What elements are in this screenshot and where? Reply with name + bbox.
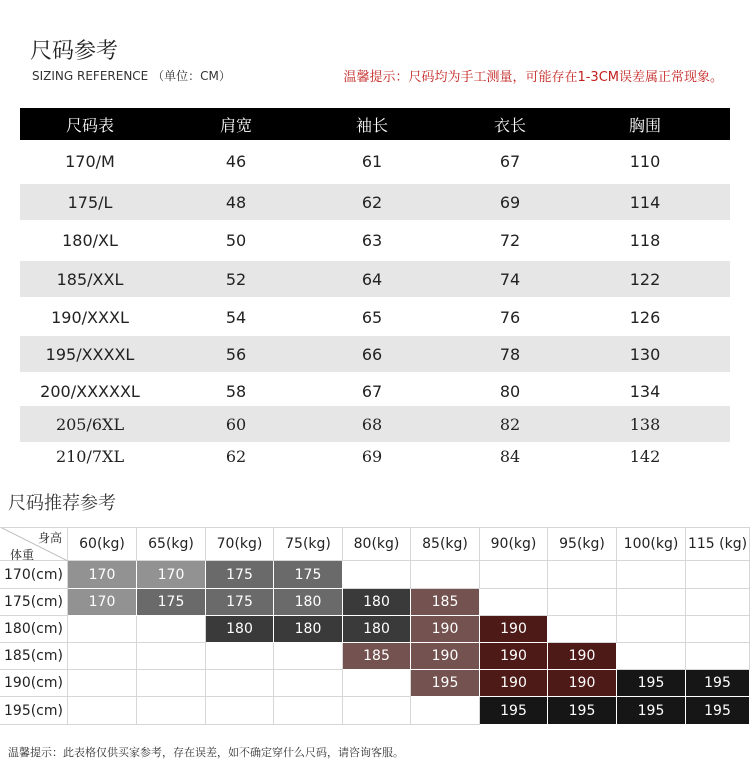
recommended-size-cell: 180 xyxy=(274,589,343,616)
weight-header: 115 (kg) xyxy=(686,527,750,561)
size-label: 185/XXL xyxy=(56,269,124,289)
measurement-value: 69 xyxy=(361,446,383,466)
recommended-size-cell: 175 xyxy=(137,589,206,616)
recommended-size-cell: 195 xyxy=(617,697,686,725)
recommended-size-cell: 170 xyxy=(68,589,137,616)
empty-cell xyxy=(548,589,617,616)
empty-cell xyxy=(343,697,411,725)
measurement-value: 61 xyxy=(361,151,383,171)
height-header: 195(cm) xyxy=(0,697,68,725)
recommended-size-cell: 175 xyxy=(274,561,343,589)
footnote: 温馨提示：此表格仅供买家参考，存在误差，如不确定穿什么尺码，请咨询客服。 xyxy=(8,746,404,759)
size-label: 170/M xyxy=(65,151,115,171)
empty-cell xyxy=(206,697,274,725)
recommended-size-cell: 180 xyxy=(274,616,343,643)
measurement-value: 60 xyxy=(225,414,247,434)
size-table-row xyxy=(20,438,730,474)
measurement-warning: 温馨提示：尺码均为手工测量，可能存在1-3CM误差属正常现象。 xyxy=(343,70,723,85)
weight-header: 75(kg) xyxy=(274,527,343,561)
column-header: 肩宽 xyxy=(219,115,252,135)
size-table-row xyxy=(20,184,730,220)
size-label: 180/XL xyxy=(62,230,118,250)
recommended-size-cell: 190 xyxy=(480,643,548,670)
empty-cell xyxy=(206,670,274,697)
measurement-value: 54 xyxy=(225,307,247,327)
weight-header: 80(kg) xyxy=(343,527,411,561)
measurement-value: 46 xyxy=(225,151,247,171)
recommended-size-cell: 170 xyxy=(68,561,137,589)
height-header: 175(cm) xyxy=(0,589,68,616)
empty-cell xyxy=(343,561,411,589)
empty-cell xyxy=(617,643,686,670)
measurement-value: 84 xyxy=(499,446,521,466)
column-header: 胸围 xyxy=(628,115,661,135)
recommended-size-cell: 190 xyxy=(548,670,617,697)
weight-header: 95(kg) xyxy=(548,527,617,561)
recommended-size-cell: 175 xyxy=(206,589,274,616)
recommended-size-cell: 180 xyxy=(206,616,274,643)
measurement-value: 67 xyxy=(361,381,383,401)
empty-cell xyxy=(617,561,686,589)
height-header: 185(cm) xyxy=(0,643,68,670)
recommended-size-cell: 195 xyxy=(480,697,548,725)
recommended-size-cell: 175 xyxy=(206,561,274,589)
size-table-row xyxy=(20,299,730,335)
empty-cell xyxy=(548,616,617,643)
size-table-row xyxy=(20,373,730,409)
recommended-size-cell: 185 xyxy=(343,643,411,670)
measurement-value: 67 xyxy=(499,151,521,171)
empty-cell xyxy=(411,697,480,725)
measurement-value: 66 xyxy=(361,344,383,364)
measurement-value: 58 xyxy=(225,381,247,401)
measurement-value: 56 xyxy=(225,344,247,364)
empty-cell xyxy=(68,616,137,643)
measurement-value: 62 xyxy=(225,446,247,466)
measurement-value: 50 xyxy=(225,230,247,250)
weight-header: 60(kg) xyxy=(68,527,137,561)
size-label: 200/XXXXXL xyxy=(40,381,140,401)
empty-cell xyxy=(617,616,686,643)
size-label: 210/7XL xyxy=(55,446,125,466)
measurement-value: 82 xyxy=(499,414,521,434)
measurement-value: 80 xyxy=(499,381,521,401)
weight-header: 65(kg) xyxy=(137,527,206,561)
weight-header: 85(kg) xyxy=(411,527,480,561)
weight-axis-label: 体重 xyxy=(10,548,35,562)
measurement-value: 65 xyxy=(361,307,383,327)
size-table-header xyxy=(20,108,730,140)
recommended-size-cell: 185 xyxy=(411,589,480,616)
measurement-value: 126 xyxy=(629,307,661,327)
measurement-value: 72 xyxy=(499,230,521,250)
recommended-size-cell: 195 xyxy=(411,670,480,697)
measurement-value: 142 xyxy=(629,446,661,466)
empty-cell xyxy=(686,561,750,589)
size-label: 190/XXXL xyxy=(51,307,129,327)
height-header: 190(cm) xyxy=(0,670,68,697)
size-label: 175/L xyxy=(67,192,113,212)
empty-cell xyxy=(686,616,750,643)
measurement-value: 62 xyxy=(361,192,383,212)
column-header: 尺码表 xyxy=(65,115,114,135)
measurement-value: 122 xyxy=(629,269,661,289)
empty-cell xyxy=(68,697,137,725)
size-table-row xyxy=(20,336,730,372)
height-header: 170(cm) xyxy=(0,561,68,589)
size-label: 205/6XL xyxy=(55,414,125,434)
measurement-value: 68 xyxy=(361,414,383,434)
recommended-size-cell: 195 xyxy=(617,670,686,697)
measurement-value: 63 xyxy=(361,230,383,250)
recommended-size-cell: 190 xyxy=(480,616,548,643)
measurement-value: 78 xyxy=(499,344,521,364)
size-recommendation-grid xyxy=(0,527,750,727)
empty-cell xyxy=(686,643,750,670)
measurement-value: 52 xyxy=(225,269,247,289)
empty-cell xyxy=(137,643,206,670)
empty-cell xyxy=(480,589,548,616)
empty-cell xyxy=(548,561,617,589)
empty-cell xyxy=(68,670,137,697)
recommended-size-cell: 180 xyxy=(343,616,411,643)
recommended-size-cell: 190 xyxy=(480,670,548,697)
empty-cell xyxy=(274,697,343,725)
height-header: 180(cm) xyxy=(0,616,68,643)
recommendation-title: 尺码推荐参考 xyxy=(8,493,116,514)
empty-cell xyxy=(480,561,548,589)
weight-header: 90(kg) xyxy=(480,527,548,561)
size-table-row xyxy=(20,222,730,258)
measurement-value: 48 xyxy=(225,192,247,212)
measurement-value: 74 xyxy=(499,269,521,289)
weight-header: 100(kg) xyxy=(617,527,686,561)
empty-cell xyxy=(274,643,343,670)
page-title: 尺码参考 xyxy=(30,39,119,64)
weight-header: 70(kg) xyxy=(206,527,274,561)
recommended-size-cell: 195 xyxy=(548,697,617,725)
measurement-value: 69 xyxy=(499,192,521,212)
recommended-size-cell: 170 xyxy=(137,561,206,589)
size-table xyxy=(20,108,730,478)
recommended-size-cell: 195 xyxy=(686,697,750,725)
measurement-value: 138 xyxy=(629,414,661,434)
empty-cell xyxy=(686,589,750,616)
recommended-size-cell: 190 xyxy=(411,643,480,670)
column-header: 衣长 xyxy=(493,115,526,135)
measurement-value: 118 xyxy=(629,230,661,250)
measurement-value: 64 xyxy=(361,269,383,289)
recommended-size-cell: 195 xyxy=(686,670,750,697)
empty-cell xyxy=(68,643,137,670)
measurement-value: 130 xyxy=(629,344,661,364)
column-header: 袖长 xyxy=(355,115,388,135)
size-table-row xyxy=(20,143,730,179)
recommended-size-cell: 190 xyxy=(411,616,480,643)
measurement-value: 134 xyxy=(629,381,661,401)
recommended-size-cell: 180 xyxy=(343,589,411,616)
recommended-size-cell: 190 xyxy=(548,643,617,670)
sizing-reference-subtitle: SIZING REFERENCE （单位：CM） xyxy=(32,69,231,83)
size-label: 195/XXXXL xyxy=(45,344,135,364)
empty-cell xyxy=(617,589,686,616)
size-table-row xyxy=(20,261,730,297)
empty-cell xyxy=(343,670,411,697)
measurement-value: 76 xyxy=(499,307,521,327)
empty-cell xyxy=(274,670,343,697)
empty-cell xyxy=(411,561,480,589)
empty-cell xyxy=(137,670,206,697)
measurement-value: 114 xyxy=(629,192,661,212)
grid-corner xyxy=(0,527,68,561)
empty-cell xyxy=(137,616,206,643)
height-axis-label: 身高 xyxy=(38,531,63,545)
empty-cell xyxy=(137,697,206,725)
empty-cell xyxy=(206,643,274,670)
size-table-row xyxy=(20,406,730,442)
measurement-value: 110 xyxy=(629,151,661,171)
